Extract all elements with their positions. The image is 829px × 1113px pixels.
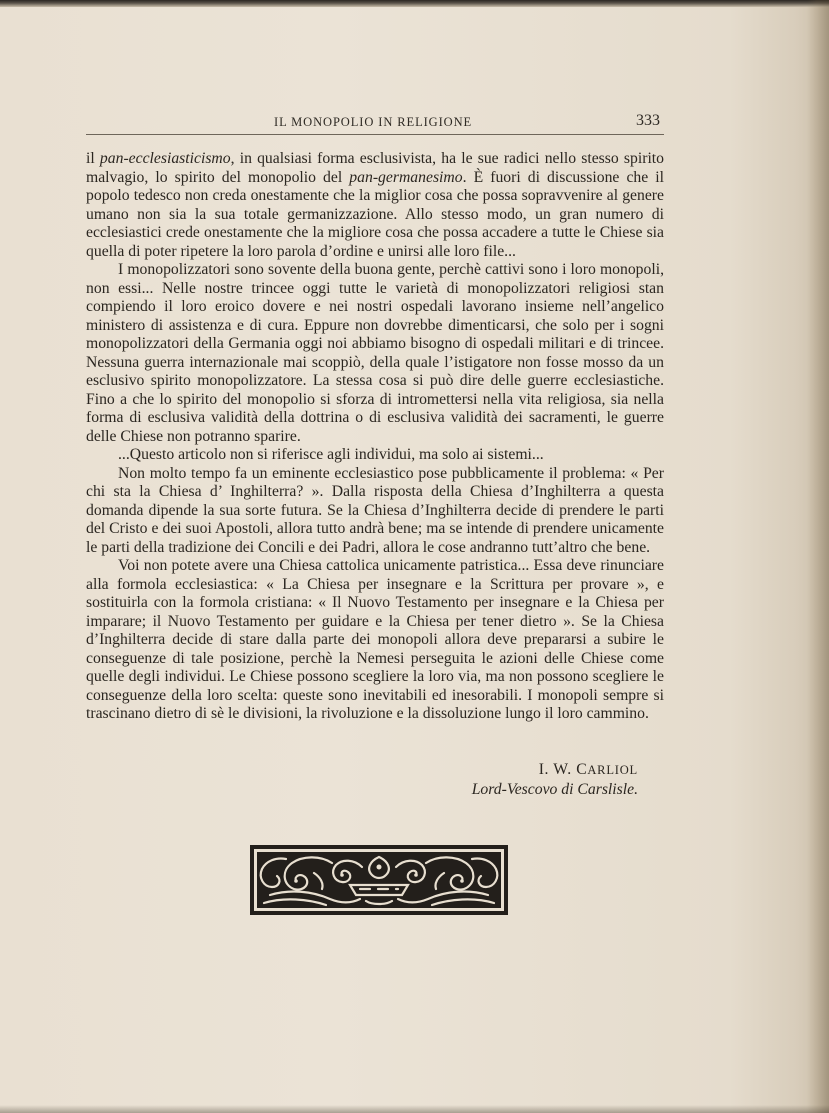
paragraph-text: Voi non potete avere una Chiesa cattolica unicamente patristica... Essa deve rinunciare alla formola ecclesiastica: « La Chiesa per insegnare e la Scrittura per provare », e sostituirla con la formola cristiana: « Il Nuovo Testamento per insegnare e la Chiesa per imparare; il Nuovo Testamento per guidare e la Chiesa per tener dietro ». Se la Chiesa d’Inghilterra decide di stare dalla parte dei monopoli allora deve prepararsi a subire le conseguenze di tale posizione, perchè la Nemesi perseguita le azioni delle Chiese come quelle degli individui. Le Chiese possono scegliere la loro via, ma non possono scegliere le conseguenze della loro scelta: queste sono inevitabili ed inesorabili. I monopoli sempre si trascinano dietro di sè le divisioni, la rivoluzione e la dissoluzione lungo il loro cammino.	[86, 557, 664, 722]
page-gutter-shadow	[807, 0, 829, 1113]
paragraph-text: . È fuori di discussione che il popolo tedesco non creda onestamente che la miglior cosa che possa sopravvenire al genere umano non sia la sua totale germanizzazione. Allo stesso modo, un gran numero di ecclesiastici crede onestamente che la migliore cosa che possa accadere a tutte le Chiese sia quella di poter ripetere la loro parola d’ordine e unirsi alle loro file...	[86, 168, 664, 260]
paragraph-text: ...Questo articolo non si riferisce agli individui, ma solo ai sistemi...	[118, 446, 544, 463]
author-initials: I. W. C	[538, 761, 588, 778]
paragraph-text: I monopolizzatori sono sovente della buona gente, perchè cattivi sono i loro monopoli, non essi... Nelle nostre trincee oggi tutte le varietà di monopolizzatori religiosi stan compiendo il loro eroico dovere e nei nostri ospedali lavorano insieme nell’angelico ministero di assistenza e di cura. Eppure non dovrebbe dimenticarsi, che solo per i sogni monopolizzatori della Germania oggi noi abbiamo bisogno di ospedali militari e di trincee. Nessuna guerra internazionale mai scoppiò, della quale l’istigatore non fosse mosso da un esclusivo spirito monopolizzatore. La stessa cosa si può dire delle guerre ecclesiastiche. Fino a che lo spirito del monopolio si sforza di intromettersi nella vita religiosa, sia nella forma di esclusiva validità della dottrina o di esclusiva validità dei sacramenti, le guerre delle Chiese non potranno sparire.	[86, 261, 664, 445]
paragraph-text: il	[86, 150, 100, 167]
body-paragraph	[86, 150, 664, 261]
italic-term: pan-germanesimo	[349, 168, 463, 186]
article-body	[86, 150, 664, 724]
body-paragraph	[86, 465, 664, 558]
page-top-shadow	[0, 0, 829, 7]
running-header	[86, 112, 662, 134]
decorative-tailpiece-ornament-icon	[250, 845, 508, 915]
header-rule	[86, 134, 664, 135]
body-paragraph	[86, 261, 664, 446]
body-paragraph	[86, 446, 664, 465]
running-title: IL MONOPOLIO IN RELIGIONE	[274, 115, 473, 129]
page-bottom-shadow	[0, 1105, 829, 1113]
body-paragraph	[86, 557, 664, 724]
author-name	[86, 760, 638, 780]
author-title: Lord-Vescovo di Carslisle.	[471, 781, 638, 798]
paragraph-text: Non molto tempo fa un eminente ecclesiastico pose pubblicamente il problema: « Per chi sta la Chiesa d’ Inghilterra? ». Dalla risposta della Chiesa d’Inghilterra a questa domanda dipende la sua sorte futura. Se la Chiesa d’Inghilterra decide di prendere le parti del Cristo e dei suoi Apostoli, allora tutto andrà bene; ma se intende di prendere unicamente le parti della tradizione dei Concili e dei Padri, allora le cose andranno tutt’altro che bene.	[86, 464, 664, 556]
italic-term: pan-ecclesiasticismo	[99, 150, 231, 167]
author-surname-smallcaps: ARLIOL	[587, 763, 638, 777]
page-number: 333	[636, 112, 660, 129]
paragraph-text: , in qualsiasi forma esclusivista, ha le sue radici nello stesso spirito malvagio, lo spirito del monopolio del	[86, 150, 665, 186]
signature-block	[86, 760, 638, 799]
